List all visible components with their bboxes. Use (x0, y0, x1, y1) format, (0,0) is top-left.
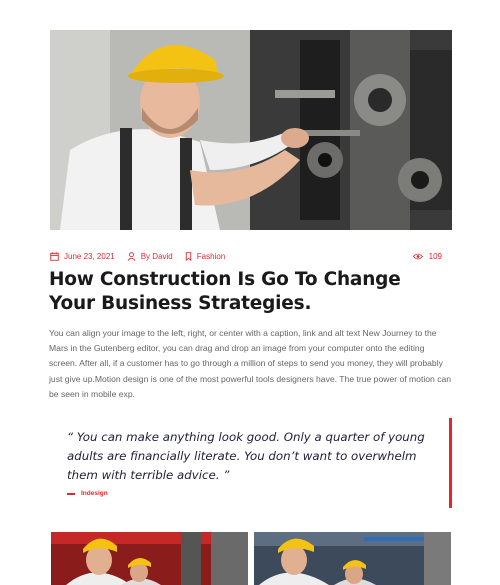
bookmark-icon (185, 252, 192, 261)
quote-author (67, 490, 108, 497)
post-title[interactable]: How Construction Is Go To Change Your Business Strategies. (49, 269, 401, 314)
blockquote (50, 418, 452, 508)
quote-dash (67, 493, 75, 495)
eye-icon (413, 253, 423, 260)
views-count: 109 (428, 251, 442, 261)
quote-text: “ You can make anything look good. Only a quarter of young adults are financially literate. You don’t want to overwhelm them with terrible advice. ” (67, 430, 425, 482)
post-meta (50, 248, 452, 264)
post-author[interactable] (127, 252, 173, 261)
post-category[interactable] (185, 252, 225, 261)
workers-photo-1 (51, 532, 248, 585)
category-text: Fashion (196, 251, 226, 261)
post-gallery (51, 532, 451, 585)
author-name: David (152, 251, 173, 261)
user-icon (127, 252, 136, 261)
gallery-image-2[interactable] (254, 532, 451, 585)
gallery-image-1[interactable] (51, 532, 248, 585)
post-date-text: June 23, 2021 (64, 251, 115, 261)
post-date[interactable] (50, 252, 115, 261)
calendar-icon (50, 252, 59, 261)
worker-machine-photo (50, 30, 452, 230)
quote-author-name: Indesign (81, 490, 108, 497)
post-featured-image[interactable] (50, 30, 452, 230)
post-views (413, 252, 442, 261)
author-prefix: By (140, 251, 151, 261)
workers-photo-2 (254, 532, 451, 585)
post-excerpt: You can align your image to the left, right, or center with a caption, link and alt text New Journey to the Mars in the Gutenberg editor, you can drag and drop an image from your computer onto the editing screen. After all, if a customer has to go through a million of steps to send you money, they will probably just give up.Motion design is one of the most powerful tools designers have. The true power of motion can be seen in mobile exp. (49, 328, 452, 399)
